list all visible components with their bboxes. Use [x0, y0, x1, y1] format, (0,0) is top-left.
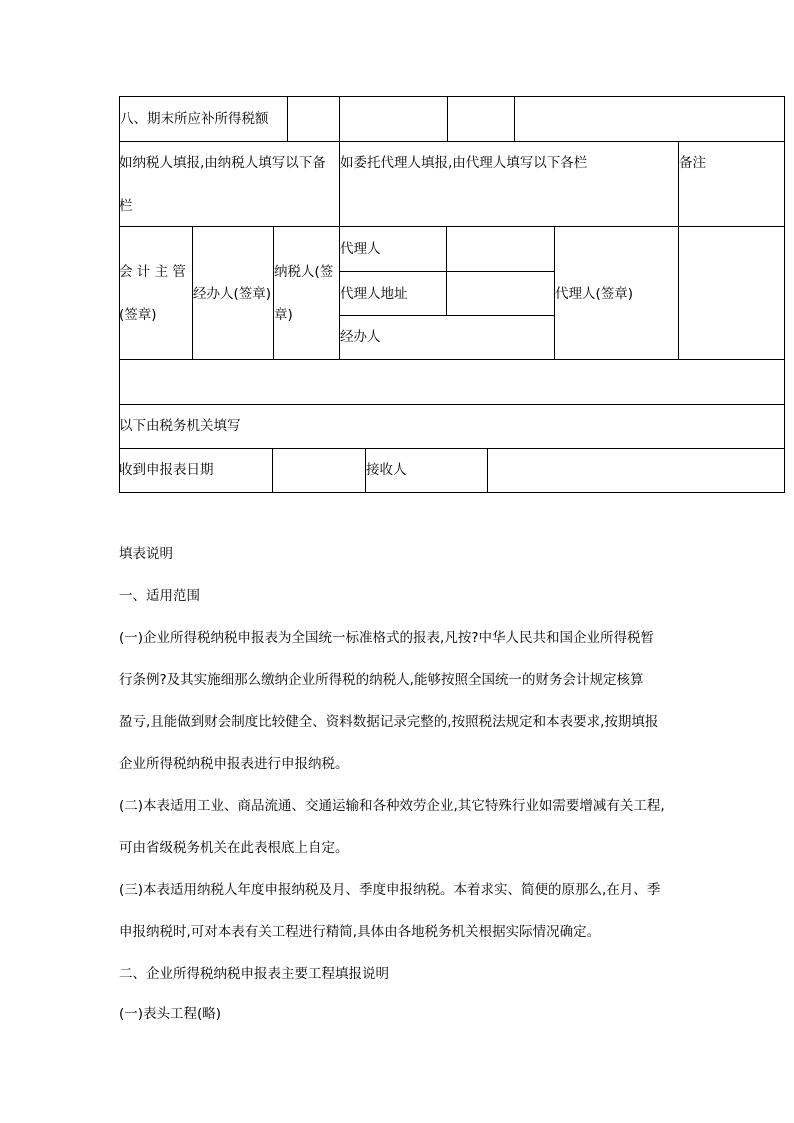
- agent-sign-label: 代理人(签章): [555, 286, 634, 302]
- paragraph-line: (三)本表适用纳税人年度申报纳税及月、季度申报纳税。本着求实、简便的原那么,在月、季: [119, 882, 661, 898]
- row8-label: 八、期末所应补所得税额: [120, 111, 269, 127]
- paragraph-line: 可由省级税务机关在此表根底上自定。: [119, 840, 349, 856]
- agent-handler-label: 经办人: [340, 329, 381, 345]
- table-cell: [446, 271, 555, 316]
- taxpayer-fill-line1: 如纳税人填报,由纳税人填写以下备: [119, 155, 326, 171]
- receiver-label: 接收人: [366, 462, 407, 478]
- paragraph-line: (二)本表适用工业、商品流通、交通运输和各种效劳企业,其它特殊行业如需要增减有关工程,: [119, 798, 665, 814]
- paragraph-line: 盈亏,且能做到财会制度比较健全、资料数据记录完整的,按照税法规定和本表要求,按期填报: [119, 714, 659, 730]
- paragraph-line: 企业所得税纳税申报表进行申报纳税。: [119, 756, 349, 772]
- agent-fill-text: 如委托代理人填报,由代理人填写以下各栏: [340, 155, 588, 171]
- paragraph-line: 行条例?及其实施细那么缴纳企业所得税的纳税人,能够按照全国统一的财务会计规定核算: [119, 672, 644, 688]
- table-cell: [287, 96, 340, 142]
- accounting-supervisor-line2: (签章): [119, 307, 157, 323]
- table-cell: [119, 359, 785, 405]
- table-cell: [119, 96, 288, 142]
- table-cell: [487, 448, 785, 493]
- table-cell: [678, 226, 785, 360]
- table-cell: [119, 226, 193, 360]
- taxpayer-fill-line2: 栏: [119, 198, 133, 214]
- table-cell: [447, 96, 515, 142]
- paragraph-line: 申报纳税时,可对本表有关工程进行精简,具体由各地税务机关根据实际情况确定。: [119, 924, 601, 940]
- table-cell: [273, 226, 340, 360]
- accounting-supervisor-line1: 会 计 主 管: [119, 264, 186, 280]
- table-cell: [272, 448, 366, 493]
- subsection-heading: (一)表头工程(略): [119, 1006, 222, 1022]
- taxpayer-sign-line1: 纳税人(签: [274, 264, 334, 280]
- tax-authority-fill-label: 以下由税务机关填写: [119, 418, 241, 434]
- agent-label: 代理人: [340, 241, 381, 257]
- instructions-title: 填表说明: [119, 546, 173, 562]
- table-cell: [446, 226, 555, 272]
- handler-sign-label: 经办人(签章): [193, 286, 272, 302]
- remarks-label: 备注: [679, 155, 706, 171]
- section2-heading: 二、企业所得税纳税申报表主要工程填报说明: [119, 966, 389, 982]
- agent-address-label: 代理人地址: [340, 286, 408, 302]
- paragraph-line: (一)企业所得税纳税申报表为全国统一标准格式的报表,凡按?中华人民共和国企业所得税暂: [119, 630, 654, 646]
- table-cell: [514, 96, 785, 142]
- table-cell: [339, 96, 448, 142]
- received-date-label: 收到申报表日期: [119, 462, 214, 478]
- taxpayer-sign-line2: 章): [274, 307, 293, 323]
- section1-heading: 一、适用范围: [119, 588, 200, 604]
